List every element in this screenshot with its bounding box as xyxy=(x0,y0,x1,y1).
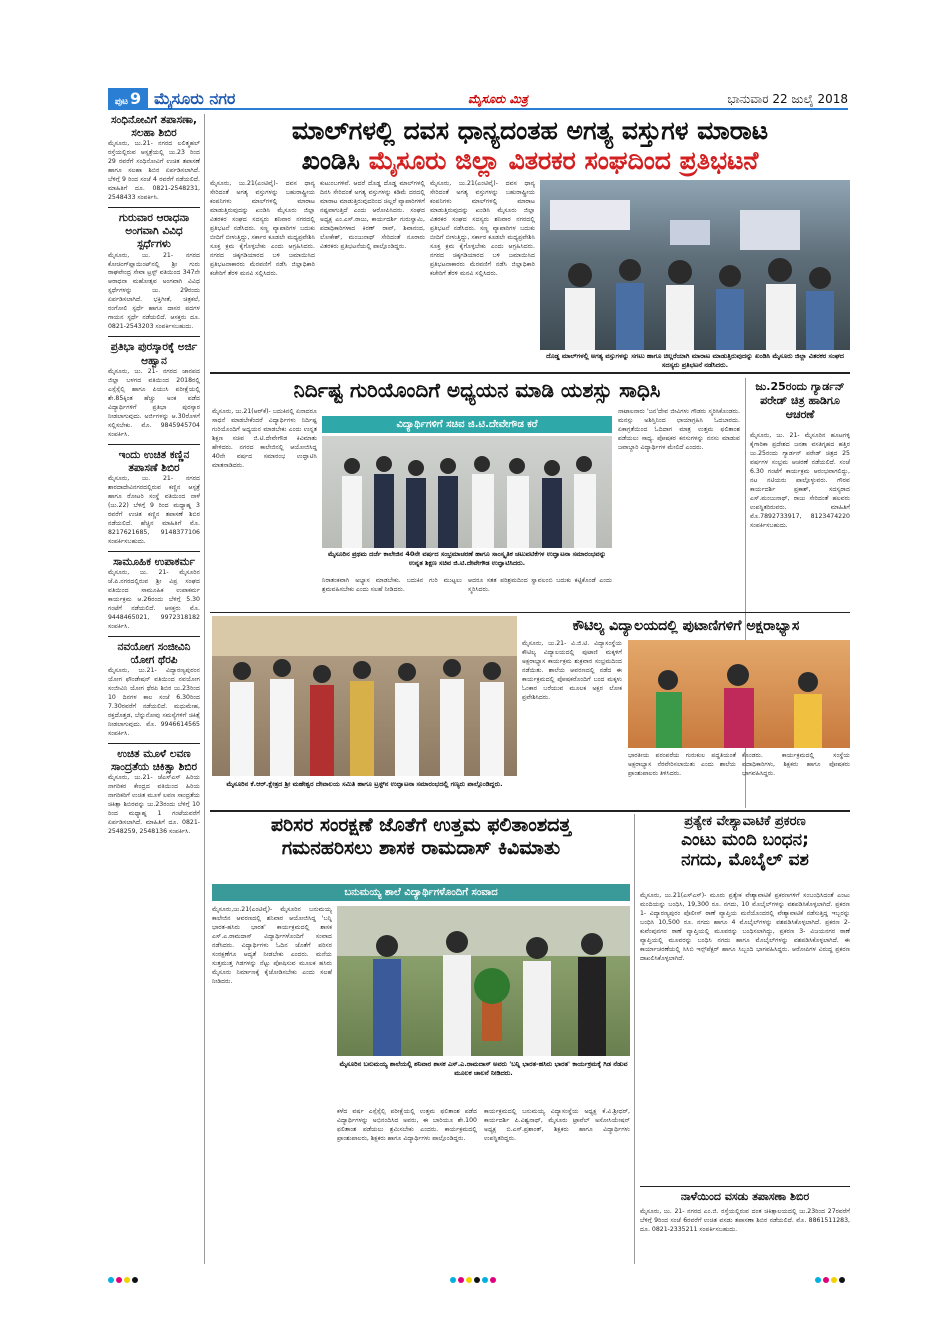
children-photo-art xyxy=(628,640,850,748)
environment-body-col1: ಮೈಸೂರು,ಜು.21(ಎಂಟಿವೈ)- ಮೈಸೂರಿನ ಬನುಮಯ್ಯ ಕಾಲೇಜಿನ ಆವರಣದಲ್ಲಿ ಶನಿವಾರ ಆಯೋಜಿಸಿದ್ದ 'ಬನ್ನಿ ಭಾರತ-ಹಸಿರು ಭಾರತ' ಕಾರ್ಯಕ್ರಮದಲ್ಲಿ ಶಾಸಕ ಎಸ್.ಎ.ರಾಮದಾಸ್ ವಿದ್ಯಾರ್ಥಿಗಳೊಂದಿಗೆ ಸಂವಾದ ನಡೆಸಿದರು. ವಿದ್ಯಾರ್ಥಿಗಳು ಓದಿನ ಜೊತೆಗೆ ಪರಿಸರ ಸಂರಕ್ಷಣೆಗೂ ಆದ್ಯತೆ ನೀಡಬೇಕು ಎಂದರು. ಮನೆಯ ಸುತ್ತಮುತ್ತ ಗಿಡಗಳನ್ನು ನೆಟ್ಟು ಪೋಷಿಸುವ ಮೂಲಕ ಹಸಿರು ಮೈಸೂರು ನಿರ್ಮಾಣಕ್ಕೆ ಕೈಜೋಡಿಸಬೇಕು ಎಂದು ಸಲಹೆ ನೀಡಿದರು. xyxy=(212,906,332,985)
lead-body-col2: ಕುಟುಂಬಗಳಿವೆ. ಆದರೆ ದೊಡ್ಡ ದೊಡ್ಡ ಮಾಲ್‌ಗಳಲ್ಲಿ ದಿನಸಿ ಸೇರಿದಂತೆ ಅಗತ್ಯ ವಸ್ತುಗಳನ್ನು ಕಡಿಮೆ ದರದಲ್ಲಿ ಮಾರಾಟ ಮಾಡುತ್ತಿರುವುದರಿಂದ ಚಿಲ್ಲರೆ ವ್ಯಾಪಾರಿಗಳಿಗೆ ನಷ್ಟವಾಗುತ್ತಿದೆ ಎಂದು ಆರೋಪಿಸಿದರು. ಸಂಘದ ಅಧ್ಯಕ್ಷ ಎಂ.ಎಸ್.ರಾಜು, ಕಾರ್ಯದರ್ಶಿ ಗುರುಸ್ವಾಮಿ, ಪದಾಧಿಕಾರಿಗಳಾದ ಕಿರಣ್ ರಾವ್, ಶಿವಾನಂದ, ಲೋಕೇಶ್, ಮಂಜುನಾಥ್ ಸೇರಿದಂತೆ ನೂರಾರು ವಿತರಕರು ಪ್ರತಿಭಟನೆಯಲ್ಲಿ ಪಾಲ್ಗೊಂಡಿದ್ದರು. xyxy=(320,180,425,250)
crime-headline-line1: ಪ್ರತ್ಯೇಕ ವೇಶ್ಯಾವಾಟಿಕೆ ಪ್ರಕರಣ xyxy=(684,814,806,829)
divider xyxy=(108,551,200,552)
environment-headline-line1: ಪರಿಸರ ಸಂರಕ್ಷಣೆ ಜೊತೆಗೆ ಉತ್ತಮ ಫಲಿತಾಂಶದತ್ತ xyxy=(270,814,572,836)
crime-headline-line2: ಎಂಟು ಮಂದಿ ಬಂಧನ; xyxy=(681,829,809,850)
page-label: ಪುಟ xyxy=(114,97,129,107)
brief-title: ಉಚಿತ ಮೂಳೆ ಲವಣ ಸಾಂದ್ರತೆಯ ಚಿಕಿತ್ಸಾ ಶಿಬಿರ xyxy=(111,747,197,773)
kautilya-body-col3: ಕೊಂಡರು. ಕಾರ್ಯಕ್ರಮದಲ್ಲಿ ಸಂಸ್ಥೆಯ ಪದಾಧಿಕಾರಿಗಳು, ಶಿಕ್ಷಕರು ಹಾಗೂ ಪೋಷಕರು ಭಾಗವಹಿಸಿದ್ದರು. xyxy=(742,752,850,777)
issue-date: ಭಾನುವಾರ 22 ಜುಲೈ 2018 xyxy=(727,92,848,106)
temple-photo-art xyxy=(212,616,517,776)
crime-headline-line3: ನಗದು, ಮೊಬೈಲ್ ವಶ xyxy=(681,849,809,870)
brief-title: ಸಾಮೂಹಿಕ ಉಪಾಕರ್ಮ xyxy=(113,555,195,568)
column-rule xyxy=(204,114,205,1264)
lead-headline-line2b: ಮೈಸೂರು ಜಿಲ್ಲಾ ವಿತರಕರ ಸಂಘದಿಂದ ಪ್ರತಿಭಟನೆ xyxy=(368,146,759,175)
kautilya-body-col2: ಭಾರತೀಯ ಪರಂಪರೆಯ ಗುರುಕುಲ ಪದ್ಧತಿಯಂತೆ ಅಕ್ಷರಾಭ್ಯಾಸ ನೆರವೇರಿಸಲಾಯಿತು ಎಂದು ಶಾಲೆಯ ಪ್ರಾಂಶುಪಾಲರು ತಿಳಿಸಿದರು. xyxy=(628,752,736,777)
brief-text: ಮೈಸೂರು, ಜು. 21- ನಗರದ ಕೋಚಿಂಗ್‌ಪ್ಲಾಯಿಂಟ್‌ನಲ್ಲಿ ಶ್ರೀ ಗುರು ರಾಘವೇಂದ್ರ ಸೇವಾ ಟ್ರಸ್ಟ್ ವತಿಯಿಂದ 347ನೇ ಆರಾಧನಾ ಮಹೋತ್ಸವ ಅಂಗವಾಗಿ ವಿವಿಧ ಸ್ಪರ್ಧೆಗಳನ್ನು ಜು. 29ರಂದು ಏರ್ಪಡಿಸಲಾಗಿದೆ. ಭಕ್ತಿಗೀತೆ, ಚಿತ್ರಕಲೆ, ರಂಗೋಲಿ ಸ್ಪರ್ಧೆ ಹಾಗೂ ದಾಸರ ಪದಗಳ ಗಾಯನ ಸ್ಪರ್ಧೆ ನಡೆಯಲಿದೆ. ಆಸಕ್ತರು ದೂ. 0821-2543203 ಸಂಪರ್ಕಿಸಬಹುದು. xyxy=(108,251,200,331)
tree-planting-photo-art xyxy=(337,906,630,1056)
divider xyxy=(108,743,200,744)
lead-headline-line1: ಮಾಲ್‌ಗಳಲ್ಲಿ ದವಸ ಧಾನ್ಯದಂತಹ ಅಗತ್ಯ ವಸ್ತುಗಳ ಮಾರಾಟ xyxy=(291,116,769,145)
garden-title: ಜು.25ರಂದು ಗ್ಯಾರ್ಡನ್ ಪರೇಡ್ ಚಿತ್ರ ಹಾಡಿಗೂ ಆಚರಣೆ xyxy=(755,380,845,421)
brief-title: ನವಯೋಗ ಸಂಜೀವಿನಿ ಯೋಗ ಥೆರಪಿ xyxy=(117,640,191,666)
lead-body-col1: ಮೈಸೂರು, ಜು.21(ಎಂಟಿವೈ)- ದವಸ ಧಾನ್ಯ ಸೇರಿದಂತೆ ಅಗತ್ಯ ವಸ್ತುಗಳನ್ನು ಬಹುರಾಷ್ಟ್ರೀಯ ಕಂಪನಿಗಳು ಮಾಲ್‌ಗಳಲ್ಲಿ ಮಾರಾಟ ಮಾಡುತ್ತಿರುವುದನ್ನು ಖಂಡಿಸಿ ಮೈಸೂರು ಜಿಲ್ಲಾ ವಿತರಕರ ಸಂಘದ ಸದಸ್ಯರು ಶನಿವಾರ ನಗರದಲ್ಲಿ ಪ್ರತಿಭಟನೆ ನಡೆಸಿದರು. ಸಣ್ಣ ವ್ಯಾಪಾರಿಗಳ ಬದುಕು ಬೀದಿಗೆ ಬೀಳುತ್ತಿದ್ದು, ಸರ್ಕಾರ ಕೂಡಲೇ ಮಧ್ಯಪ್ರವೇಶಿಸಿ ಸೂಕ್ತ ಕ್ರಮ ಕೈಗೊಳ್ಳಬೇಕು ಎಂದು ಆಗ್ರಹಿಸಿದರು. ನಗರದ ಚಿಕ್ಕಗಡಿಯಾರದ ಬಳಿ ಜಮಾಯಿಸಿದ ಪ್ರತಿಭಟನಾಕಾರರು ಮೆರವಣಿಗೆ ನಡೆಸಿ ಜಿಲ್ಲಾಧಿಕಾರಿ ಕಚೇರಿಗೆ ತೆರಳಿ ಮನವಿ ಸಲ್ಲಿಸಿದರು. xyxy=(210,180,315,277)
minister-photo-caption: ಮೈಸೂರಿನ ಪ್ರಥಮ ದರ್ಜೆ ಕಾಲೇಜಿನ 40ನೇ ವರ್ಷದ ಸಂಭ್ರಮಾಚರಣೆ ಹಾಗೂ ಸಾಂಸ್ಕೃತಿಕ ಚಟುವಟಿಕೆಗಳ ಉದ್ಘಾಟನಾ ಸಮಾರಂಭವನ್ನು ಉನ್ನತ ಶಿಕ್ಷಣ ಸಚಿವ ಜಿ.ಟಿ.ದೇವೇಗೌಡ ಉದ್ಘಾಟಿಸಿದರು. xyxy=(327,550,607,567)
tree-planting-photo xyxy=(337,906,630,1056)
environment-subhead: ಬನುಮಯ್ಯ ಶಾಲೆ ವಿದ್ಯಾರ್ಥಿಗಳೊಂದಿಗೆ ಸಂವಾದ xyxy=(212,884,630,901)
kautilya-body-col1: ಮೈಸೂರು, ಜು.21- ವಿ.ಜಿ.ಟಿ. ವಿದ್ಯಾಸಂಸ್ಥೆಯ ಕೌಟಿಲ್ಯ ವಿದ್ಯಾಲಯದಲ್ಲಿ ಪುಟಾಣಿ ಮಕ್ಕಳಿಗೆ ಅಕ್ಷರಾಭ್ಯಾಸ ಕಾರ್ಯಕ್ರಮ ಶುಕ್ರವಾರ ಸಂಭ್ರಮದಿಂದ ನಡೆಯಿತು. ಶಾಲೆಯ ಆವರಣದಲ್ಲಿ ನಡೆದ ಈ ಕಾರ್ಯಕ್ರಮದಲ್ಲಿ ಪೋಷಕರೊಂದಿಗೆ ಬಂದ ಮಕ್ಕಳು ಓಂಕಾರ ಬರೆಯುವ ಮೂಲಕ ಅಕ್ಷರ ಲೋಕ ಪ್ರವೇಶಿಸಿದರು. xyxy=(522,640,622,701)
brief-text: ಮೈಸೂರು, ಜು.21- ವಿದ್ಯಾರಣ್ಯಪುರಂನ ಯೋಗ ಫೌಂಡೇಷನ್ ವತಿಯಿಂದ ನವಯೋಗ ಸಂಜೀವಿನಿ ಯೋಗ ಥೆರಪಿ ಶಿಬಿರ ಜು.23ರಿಂದ 10 ದಿನಗಳ ಕಾಲ ಸಂಜೆ 6.30ರಿಂದ 7.30ರವರೆಗೆ ನಡೆಯಲಿದೆ. ಮಧುಮೇಹ, ರಕ್ತದೊತ್ತಡ, ಬೆನ್ನುನೋವು ಸಮಸ್ಯೆಗಳಿಗೆ ಚಿಕಿತ್ಸೆ ನೀಡಲಾಗುವುದು. ಮೊ. 9946614565 ಸಂಪರ್ಕಿಸಿ. xyxy=(108,666,200,737)
section-title: ಮೈಸೂರು ನಗರ xyxy=(154,89,236,108)
lead-body-col3: ಮೈಸೂರು, ಜು.21(ಎಂಟಿವೈ)- ದವಸ ಧಾನ್ಯ ಸೇರಿದಂತೆ ಅಗತ್ಯ ವಸ್ತುಗಳನ್ನು ಬಹುರಾಷ್ಟ್ರೀಯ ಕಂಪನಿಗಳು ಮಾಲ್‌ಗಳಲ್ಲಿ ಮಾರಾಟ ಮಾಡುತ್ತಿರುವುದನ್ನು ಖಂಡಿಸಿ ಮೈಸೂರು ಜಿಲ್ಲಾ ವಿತರಕರ ಸಂಘದ ಸದಸ್ಯರು ಶನಿವಾರ ನಗರದಲ್ಲಿ ಪ್ರತಿಭಟನೆ ನಡೆಸಿದರು. ಸಣ್ಣ ವ್ಯಾಪಾರಿಗಳ ಬದುಕು ಬೀದಿಗೆ ಬೀಳುತ್ತಿದ್ದು, ಸರ್ಕಾರ ಕೂಡಲೇ ಮಧ್ಯಪ್ರವೇಶಿಸಿ ಸೂಕ್ತ ಕ್ರಮ ಕೈಗೊಳ್ಳಬೇಕು ಎಂದು ಆಗ್ರಹಿಸಿದರು. ನಗರದ ಚಿಕ್ಕಗಡಿಯಾರದ ಬಳಿ ಜಮಾಯಿಸಿದ ಪ್ರತಿಭಟನಾಕಾರರು ಮೆರವಣಿಗೆ ನಡೆಸಿ ಜಿಲ್ಲಾಧಿಕಾರಿ ಕಚೇರಿಗೆ ತೆರಳಿ ಮನವಿ ಸಲ್ಲಿಸಿದರು. xyxy=(430,180,535,277)
environment-body-col2: ಕಳೆದ ವರ್ಷ ಎಸ್ಸೆಸ್ಸೆಲ್ಸಿ ಪರೀಕ್ಷೆಯಲ್ಲಿ ಉತ್ತಮ ಫಲಿತಾಂಶ ಪಡೆದ ವಿದ್ಯಾರ್ಥಿಗಳನ್ನು ಅಭಿನಂದಿಸಿದ ಅವರು, ಈ ಬಾರಿಯೂ ಶೇ.100 ಫಲಿತಾಂಶ ಪಡೆಯಲು ಶ್ರಮಿಸಬೇಕು ಎಂದರು. ಕಾರ್ಯಕ್ರಮದಲ್ಲಿ ಪ್ರಾಂಶುಪಾಲರು, ಶಿಕ್ಷಕರು ಹಾಗೂ ವಿದ್ಯಾರ್ಥಿಗಳು ಪಾಲ್ಗೊಂಡಿದ್ದರು. xyxy=(337,1108,477,1142)
brief-4 xyxy=(108,449,200,547)
children-photo xyxy=(628,640,850,748)
story2-body-under-a: ನಿರಾತಂಕವಾಗಿ ಅಭ್ಯಾಸ ಮಾಡಬೇಕು. ಬದುಕಿನ ಗುರಿ ಮುಟ್ಟಲು ಶ್ರಮವಹಿಸಬೇಕು ಎಂದು ಸಲಹೆ ನೀಡಿದರು. xyxy=(322,577,462,593)
temple-photo-caption: ಮೈಸೂರಿನ ಕೆ.ಆರ್.ಕ್ಷೇತ್ರದ ಶ್ರೀ ಮಹೇಶ್ವರ ದೇವಾಲಯ ಸಮಿತಿ ಹಾಗೂ ಟ್ರಸ್ಟ್‌ನ ಉದ್ಘಾಟನಾ ಸಮಾರಂಭದಲ್ಲಿ ಗಣ್ಯರು ಪಾಲ್ಗೊಂಡಿದ್ದರು. xyxy=(226,780,503,788)
story2-body-right: ನಾಟಾಲನಾರು 'ಜನ'ದೇವ ಜೀವಿಗಳು ಗೌಡರು ಸ್ಮರಿಸಿಕೊಂಡರು. ಮನಸ್ಸು ಅಶಿಸ್ತಿನಿಂದ ಛಾಯಾಗ್ರಹಿಸಿ ಓದಬಾರದು. ಏಕಾಗ್ರತೆಯಿಂದ ಓದಿದಾಗ ಮಾತ್ರ ಉತ್ತಮ ಫಲಿತಾಂಶ ಪಡೆಯಲು ಸಾಧ್ಯ. ಪೋಷಕರ ಕನಸುಗಳನ್ನು ನನಸು ಮಾಡುವ ಜವಾಬ್ದಾರಿ ವಿದ್ಯಾರ್ಥಿಗಳ ಮೇಲಿದೆ ಎಂದರು. xyxy=(618,408,740,451)
kautilya-headline: ಕೌಟಿಲ್ಯ ವಿದ್ಯಾಲಯದಲ್ಲಿ ಪುಟಾಣಿಗಳಿಗೆ ಅಕ್ಷರಾಭ್ಯಾಸ xyxy=(572,618,800,634)
divider xyxy=(108,336,200,337)
brief-text: ಮೈಸೂರು, ಜು. 21- ನಗರದ ಶಾರದಾದೇವಿನಗರದಲ್ಲಿರುವ ಕಣ್ಣಿನ ಆಸ್ಪತ್ರೆ ಹಾಗೂ ರೋಟರಿ ಸಂಸ್ಥೆ ವತಿಯಿಂದ ನಾಳೆ (ಜು.22) ಬೆಳಿಗ್ಗೆ 9 ರಿಂದ ಮಧ್ಯಾಹ್ನ 3 ರವರೆಗೆ ಉಚಿತ ಕಣ್ಣಿನ ತಪಾಸಣೆ ಶಿಬಿರ ನಡೆಯಲಿದೆ. ಹೆಚ್ಚಿನ ಮಾಹಿತಿಗೆ ಮೊ. 8217621685, 9148377106 ಸಂಪರ್ಕಿಸಬಹುದು. xyxy=(108,474,200,545)
water-headline: ನಾಳೆಯಿಂದ ವಸಡು ತಪಾಸಣಾ ಶಿಬಿರ xyxy=(680,1190,810,1203)
brief-2 xyxy=(108,212,200,332)
brief-7 xyxy=(108,748,200,837)
brief-text: ಮೈಸೂರು, ಜು.21- ನಗರದ ಲಲಿತ್ಮಹಲ್ ರಸ್ತೆಯಲ್ಲಿರುವ ಆಸ್ಪತ್ರೆಯಲ್ಲಿ ಜು.23 ರಿಂದ 29 ರವರೆಗೆ ಸಂಧಿನೋವಿಗೆ ಉಚಿತ ತಪಾಸಣೆ ಹಾಗೂ ಸಲಹಾ ಶಿಬಿರ ಏರ್ಪಡಿಸಲಾಗಿದೆ. ಬೆಳಿಗ್ಗೆ 9 ರಿಂದ ಸಂಜೆ 4 ರವರೆಗೆ ನಡೆಯಲಿದೆ. ಮಾಹಿತಿಗೆ ದೂ. 0821-2548231, 2548433 ಸಂಪರ್ಕಿಸಿ. xyxy=(108,140,200,202)
divider xyxy=(108,636,200,637)
page-number-box xyxy=(108,88,148,110)
protest-photo-art xyxy=(540,180,850,350)
water-body: ಮೈಸೂರು, ಜು. 21- ನಗರದ ಎಂ.ಜಿ. ರಸ್ತೆಯಲ್ಲಿರುವ ದಂತ ಚಿಕಿತ್ಸಾಲಯದಲ್ಲಿ ಜು.23ರಿಂದ 27ರವರೆಗೆ ಬೆಳಿಗ್ಗೆ 9ರಿಂದ ಸಂಜೆ 6ರವರೆಗೆ ಉಚಿತ ವಸಡು ತಪಾಸಣಾ ಶಿಬಿರ ನಡೆಯಲಿದೆ. ಮೊ. 8861511283, ದೂ. 0821-2335211 ಸಂಪರ್ಕಿಸಬಹುದು. xyxy=(640,1208,850,1233)
brief-5 xyxy=(108,556,200,632)
section-rule xyxy=(210,612,850,613)
masthead xyxy=(108,88,848,110)
section-rule xyxy=(210,372,850,374)
tree-planting-caption: ಮೈಸೂರಿನ ಬನುಮಯ್ಯ ಶಾಲೆಯಲ್ಲಿ ಶನಿವಾರ ಶಾಸಕ ಎಸ್.ಎ.ರಾಮದಾಸ್ ಅವರು 'ಬನ್ನಿ ಭಾರತ-ಹಸಿರು ಭಾರತ' ಕಾರ್ಯಕ್ರಮಕ್ಕೆ ಗಿಡ ನೆಡುವ ಮೂಲಕ ಚಾಲನೆ ನೀಡಿದರು. xyxy=(339,1060,628,1077)
brief-title: ಸಂಧಿನೋವಿಗೆ ತಪಾಸಣಾ, ಸಲಹಾ ಶಿಬಿರ xyxy=(110,114,198,140)
section-rule xyxy=(210,810,850,812)
environment-body-col3: ಕಾರ್ಯಕ್ರಮದಲ್ಲಿ ಬನುಮಯ್ಯ ವಿದ್ಯಾಸಂಸ್ಥೆಯ ಅಧ್ಯಕ್ಷ ಕೆ.ವಿ.ಶ್ರೀಧರ್, ಕಾರ್ಯದರ್ಶಿ ಪಿ.ವಿಶ್ವನಾಥ್, ಮೈಸೂರು ಟ್ರಾವೆಲ್ ಅಸೋಸಿಯೇಷನ್ ಅಧ್ಯಕ್ಷ ಬಿ.ಎಸ್.ಪ್ರಶಾಂತ್, ಶಿಕ್ಷಕರು ಹಾಗೂ ವಿದ್ಯಾರ್ಥಿಗಳು ಉಪಸ್ಥಿತರಿದ್ದರು. xyxy=(484,1108,630,1142)
protest-photo xyxy=(540,180,850,350)
brief-title: ಪ್ರತಿಭಾ ಪುರಸ್ಕಾರಕ್ಕೆ ಅರ್ಜಿ ಆಹ್ವಾನ xyxy=(110,341,198,367)
page-number: 9 xyxy=(130,89,142,108)
sidebar-briefs xyxy=(108,114,200,1264)
brief-text: ಮೈಸೂರು, ಜು. 21- ನಗರದ ಜಾನಪದ ಜಿಲ್ಲಾ ಬಳಗದ ವತಿಯಿಂದ 2018ರಲ್ಲಿ ಎಸ್ಸೆಸ್ಸೆಲ್ಸಿ ಹಾಗೂ ಪಿಯುಸಿ ಪರೀಕ್ಷೆಯಲ್ಲಿ ಶೇ.85ಕ್ಕಿಂತ ಹೆಚ್ಚು ಅಂಕ ಪಡೆದ ವಿದ್ಯಾರ್ಥಿಗಳಿಗೆ ಪ್ರತಿಭಾ ಪುರಸ್ಕಾರ ನೀಡಲಾಗುವುದು. ಅರ್ಜಿಗಳನ್ನು ಆ.30ರೊಳಗೆ ಸಲ್ಲಿಸಬೇಕು. ಮೊ. 9845945704 ಸಂಪರ್ಕಿಸಿ. xyxy=(108,367,200,438)
column-rule xyxy=(634,814,635,1264)
story2-body-under-b: ಆದರೂ ಸತತ ಪರಿಶ್ರಮದಿಂದ ಸ್ವಾವಲಂಬಿ ಬದುಕು ಕಟ್ಟಿಕೊಂಡೆ ಎಂದು ಸ್ಮರಿಸಿದರು. xyxy=(468,577,612,593)
minister-photo-art xyxy=(322,436,612,548)
divider xyxy=(108,207,200,208)
temple-photo xyxy=(212,616,517,776)
section-rule xyxy=(640,1186,850,1187)
garden-text: ಮೈಸೂರು, ಜು. 21- ಮೈಸೂರಿನ ಹೂಟಗಳ್ಳಿ ಕೈಗಾರಿಕಾ ಪ್ರದೇಶದ ಜನತಾ ವಸತಿಗೃಹದ ಹತ್ತಿರ ಜು.25ರಂದು ಗ್ಯಾರ್ಡನ್ ಪರೇಡ್ ಚಿತ್ರದ 25 ವರ್ಷಗಳ ಸಂಭ್ರಮ ಆಚರಣೆ ನಡೆಯಲಿದೆ. ಸಂಜೆ 6.30 ಗಂಟೆಗೆ ಕಾರ್ಯಕ್ರಮ ಆರಂಭವಾಗಲಿದ್ದು, ನಟ ನಟಿಯರು ಪಾಲ್ಗೊಳ್ಳುವರು. ಗೌರವ ಕಾರ್ಯದರ್ಶಿ ಪ್ರಕಾಶ್, ಸದಸ್ಯರಾದ ಎಸ್.ಮಂಜುನಾಥ್, ರಾಜು ಸೇರಿದಂತೆ ಹಲವರು ಉಪಸ್ಥಿತರಿರುವರು. ಮಾಹಿತಿಗೆ ಮೊ.7892733917, 8123474220 ಸಂಪರ್ಕಿಸಬಹುದು. xyxy=(750,432,850,529)
brief-title: ಇಂದು ಉಚಿತ ಕಣ್ಣಿನ ತಪಾಸಣೆ ಶಿಬಿರ xyxy=(118,448,190,474)
environment-headline xyxy=(212,814,630,860)
story2-headline: ನಿರ್ದಿಷ್ಟ ಗುರಿಯೊಂದಿಗೆ ಅಧ್ಯಯನ ಮಾಡಿ ಯಶಸ್ಸು ಸಾಧಿಸಿ xyxy=(293,378,661,402)
brief-text: ಮೈಸೂರು, ಜು.21- ಜೆಎಸ್‌ಎಸ್ ಹಿರಿಯ ನಾಗರಿಕರ ಕೇಂದ್ರದ ವತಿಯಿಂದ ಹಿರಿಯ ನಾಗರಿಕರಿಗೆ ಉಚಿತ ಮೂಳೆ ಲವಣ ಸಾಂದ್ರತೆಯ ಚಿಕಿತ್ಸಾ ಶಿಬಿರವನ್ನು ಜು.23ರಂದು ಬೆಳಿಗ್ಗೆ 10 ರಿಂದ ಮಧ್ಯಾಹ್ನ 1 ಗಂಟೆಯವರೆಗೆ ಏರ್ಪಡಿಸಲಾಗಿದೆ. ಮಾಹಿತಿಗೆ ದೂ. 0821-2548259, 2548136 ಸಂಪರ್ಕಿಸಿ. xyxy=(108,774,200,835)
story2-subhead: ವಿದ್ಯಾರ್ಥಿಗಳಿಗೆ ಸಚಿವ ಜಿ.ಟಿ.ದೇವೇಗೌಡ ಕರೆ xyxy=(322,416,612,433)
registration-marks-left xyxy=(108,1268,140,1287)
story2-body-left: ಮೈಸೂರು, ಜು.21(ಆರ್‌ಕೆ)- ಬದುಕಿನಲ್ಲಿ ಏನಾದರೂ ಸಾಧನೆ ಮಾಡಬೇಕೆಂದರೆ ವಿದ್ಯಾರ್ಥಿಗಳು ನಿರ್ದಿಷ್ಟ ಗುರಿಯೊಂದಿಗೆ ಅಧ್ಯಯನ ಮಾಡಬೇಕು ಎಂದು ಉನ್ನತ ಶಿಕ್ಷಣ ಸಚಿವ ಜಿ.ಟಿ.ದೇವೇಗೌಡ ಕಿವಿಮಾತು ಹೇಳಿದರು. ನಗರದ ಕಾಲೇಜಿನಲ್ಲಿ ಆಯೋಜಿಸಿದ್ದ 40ನೇ ವರ್ಷದ ಸಮಾರಂಭ ಉದ್ಘಾಟಿಸಿ ಮಾತನಾಡಿದರು. xyxy=(212,408,317,469)
brief-3 xyxy=(108,341,200,439)
brief-6 xyxy=(108,641,200,739)
brief-1 xyxy=(108,114,200,203)
minister-photo xyxy=(322,436,612,548)
environment-headline-line2: ಗಮನಹರಿಸಲು ಶಾಸಕ ರಾಮದಾಸ್ ಕಿವಿಮಾತು xyxy=(281,836,561,859)
lead-headline xyxy=(210,116,850,176)
brief-text: ಮೈಸೂರು, ಜು. 21- ಮೈಸೂರಿನ ಜೆ.ಪಿ.ನಗರದಲ್ಲಿರುವ ಶ್ರೀ ವಿಪ್ರ ಸಂಘದ ವತಿಯಿಂದ ಸಾಮೂಹಿಕ ಉಪಾಕರ್ಮ ಕಾರ್ಯಕ್ರಮ ಆ.26ರಂದು ಬೆಳಿಗ್ಗೆ 5.30 ಗಂಟೆಗೆ ನಡೆಯಲಿದೆ. ಆಸಕ್ತರು ಮೊ. 9448465021, 9972318182 ಸಂಪರ್ಕಿಸಿ. xyxy=(108,568,200,630)
brief-title: ಗುರುವಾರ ಆರಾಧನಾ ಅಂಗವಾಗಿ ವಿವಿಧ ಸ್ಪರ್ಧೆಗಳು xyxy=(118,212,190,251)
registration-marks-right xyxy=(815,1268,847,1287)
crime-headline xyxy=(640,814,850,870)
lead-headline-line2a: ಖಂಡಿಸಿ xyxy=(301,146,360,175)
registration-marks-center xyxy=(450,1268,498,1287)
crime-body: ಮೈಸೂರು, ಜು.21(ಎಸ್‌ಎಸ್)- ಮೂರು ಪ್ರತ್ಯೇಕ ವೇಶ್ಯಾವಾಟಿಕೆ ಪ್ರಕರಣಗಳಿಗೆ ಸಂಬಂಧಿಸಿದಂತೆ ಎಂಟು ಮಂದಿಯನ್ನು ಬಂಧಿಸಿ, 19,300 ರೂ. ನಗದು, 10 ಮೊಬೈಲ್‌ಗಳನ್ನು ವಶಪಡಿಸಿಕೊಳ್ಳಲಾಗಿದೆ. ಪ್ರಕರಣ 1- ವಿದ್ಯಾರಣ್ಯಪುರಂ ಪೊಲೀಸ್ ಠಾಣೆ ವ್ಯಾಪ್ತಿಯ ಮನೆಯೊಂದರಲ್ಲಿ ವೇಶ್ಯಾವಾಟಿಕೆ ನಡೆಸುತ್ತಿದ್ದ ಇಬ್ಬರನ್ನು ಬಂಧಿಸಿ 10,500 ರೂ. ನಗದು ಹಾಗೂ 4 ಮೊಬೈಲ್‌ಗಳನ್ನು ವಶಪಡಿಸಿಕೊಳ್ಳಲಾಗಿದೆ. ಪ್ರಕರಣ 2- ಕುವೆಂಪುನಗರ ಠಾಣೆ ವ್ಯಾಪ್ತಿಯಲ್ಲಿ ಮೂವರನ್ನು ಬಂಧಿಸಲಾಗಿದ್ದು, ಪ್ರಕರಣ 3- ವಿಜಯನಗರ ಠಾಣೆ ವ್ಯಾಪ್ತಿಯಲ್ಲಿ ಮೂವರನ್ನು ಬಂಧಿಸಿ ನಗದು ಹಾಗೂ ಮೊಬೈಲ್‌ಗಳನ್ನು ವಶಪಡಿಸಿಕೊಳ್ಳಲಾಗಿದೆ. ಈ ಕಾರ್ಯಾಚರಣೆಯಲ್ಲಿ ಸಿಸಿಬಿ ಇನ್ಸ್‌ಪೆಕ್ಟರ್ ಹಾಗೂ ಸಿಬ್ಬಂದಿ ಭಾಗವಹಿಸಿದ್ದರು. ಆರೋಪಿಗಳ ವಿರುದ್ಧ ಪ್ರಕರಣ ದಾಖಲಿಸಿಕೊಳ್ಳಲಾಗಿದೆ. xyxy=(640,892,850,962)
divider xyxy=(108,444,200,445)
newspaper-logo: ಮೈಸೂರು ಮಿತ್ರ xyxy=(468,92,528,106)
protest-photo-caption: ದೊಡ್ಡ ಮಾಲ್‌ಗಳಲ್ಲಿ ಅಗತ್ಯ ವಸ್ತುಗಳನ್ನು ಸಗಟು ಹಾಗೂ ಚಿಲ್ಲರೆಯಾಗಿ ಮಾರಾಟ ಮಾಡುತ್ತಿರುವುದನ್ನು ಖಂಡಿಸಿ ಮೈಸೂರು ಜಿಲ್ಲಾ ವಿತರಕರ ಸಂಘದ ಸದಸ್ಯರು ಪ್ರತಿಭಟನೆ ನಡೆಸಿದರು. xyxy=(546,352,844,369)
